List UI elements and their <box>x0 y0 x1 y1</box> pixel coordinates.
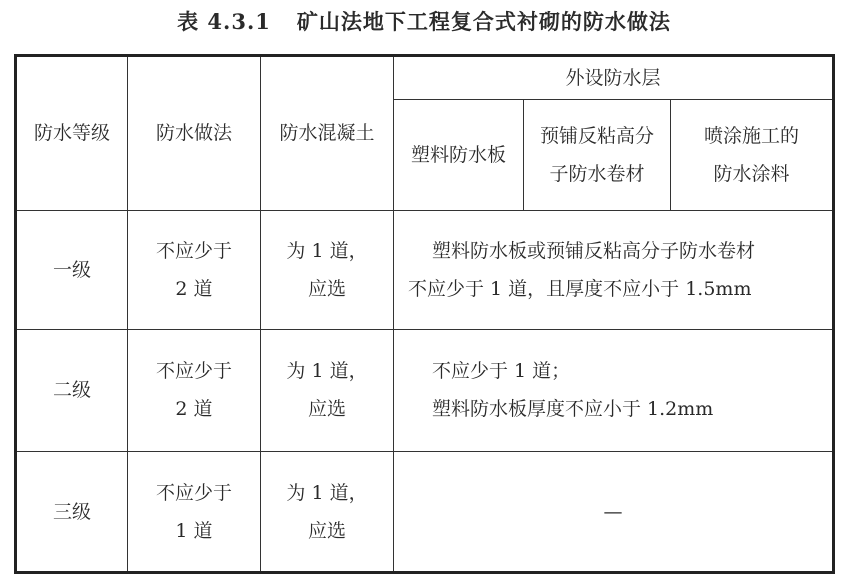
external-layer-cell <box>394 210 834 329</box>
external-line-1: 不应少于 1 道； <box>432 360 571 383</box>
grade-cell: 一级 <box>16 210 128 329</box>
table-row <box>16 329 834 452</box>
waterproofing-table <box>14 54 835 574</box>
concrete-cell <box>261 210 394 329</box>
external-line-2: 不应少于 1 道，且厚度不应小于 1.5mm <box>408 277 752 300</box>
method-cell <box>128 452 261 573</box>
method-line-2: 1 道 <box>175 519 213 542</box>
header-grade: 防水等级 <box>16 56 128 211</box>
table-caption <box>0 6 848 36</box>
header-external-group: 外设防水层 <box>394 56 834 100</box>
header-prelaid-line-1: 预铺反粘高分 <box>539 125 654 148</box>
method-line-1: 不应少于 <box>155 239 232 262</box>
grade-cell: 三级 <box>16 452 128 573</box>
external-layer-cell <box>394 329 834 452</box>
method-line-2: 2 道 <box>175 398 213 421</box>
header-method: 防水做法 <box>128 56 261 211</box>
table-row <box>16 210 834 329</box>
concrete-line-2: 应选 <box>307 277 346 300</box>
header-sprayed-coating <box>671 100 834 211</box>
header-row-1 <box>16 56 834 100</box>
method-cell <box>128 210 261 329</box>
external-line-2: 塑料防水板厚度不应小于 1.2mm <box>432 398 714 421</box>
concrete-line-1: 为 1 道， <box>286 360 368 383</box>
header-sprayed-line-2: 防水涂料 <box>713 163 790 186</box>
header-concrete: 防水混凝土 <box>261 56 394 211</box>
method-cell <box>128 329 261 452</box>
table-row <box>16 452 834 573</box>
header-plastic-sheet: 塑料防水板 <box>394 100 524 211</box>
table-number: 表 4.3.1 <box>177 9 271 34</box>
external-line-1: 塑料防水板或预铺反粘高分子防水卷材 <box>432 239 756 262</box>
method-line-1: 不应少于 <box>155 360 232 383</box>
concrete-line-1: 为 1 道， <box>286 239 368 262</box>
concrete-cell <box>261 452 394 573</box>
external-layer-cell: — <box>394 452 834 573</box>
header-sprayed-line-1: 喷涂施工的 <box>704 125 800 148</box>
concrete-cell <box>261 329 394 452</box>
header-prelaid-membrane <box>524 100 671 211</box>
concrete-line-2: 应选 <box>307 519 346 542</box>
header-prelaid-line-2: 子防水卷材 <box>549 163 645 186</box>
method-line-1: 不应少于 <box>155 481 232 504</box>
concrete-line-2: 应选 <box>307 398 346 421</box>
concrete-line-1: 为 1 道， <box>286 481 368 504</box>
method-line-2: 2 道 <box>175 277 213 300</box>
table-title: 矿山法地下工程复合式衬砌的防水做法 <box>296 9 671 34</box>
grade-cell: 二级 <box>16 329 128 452</box>
